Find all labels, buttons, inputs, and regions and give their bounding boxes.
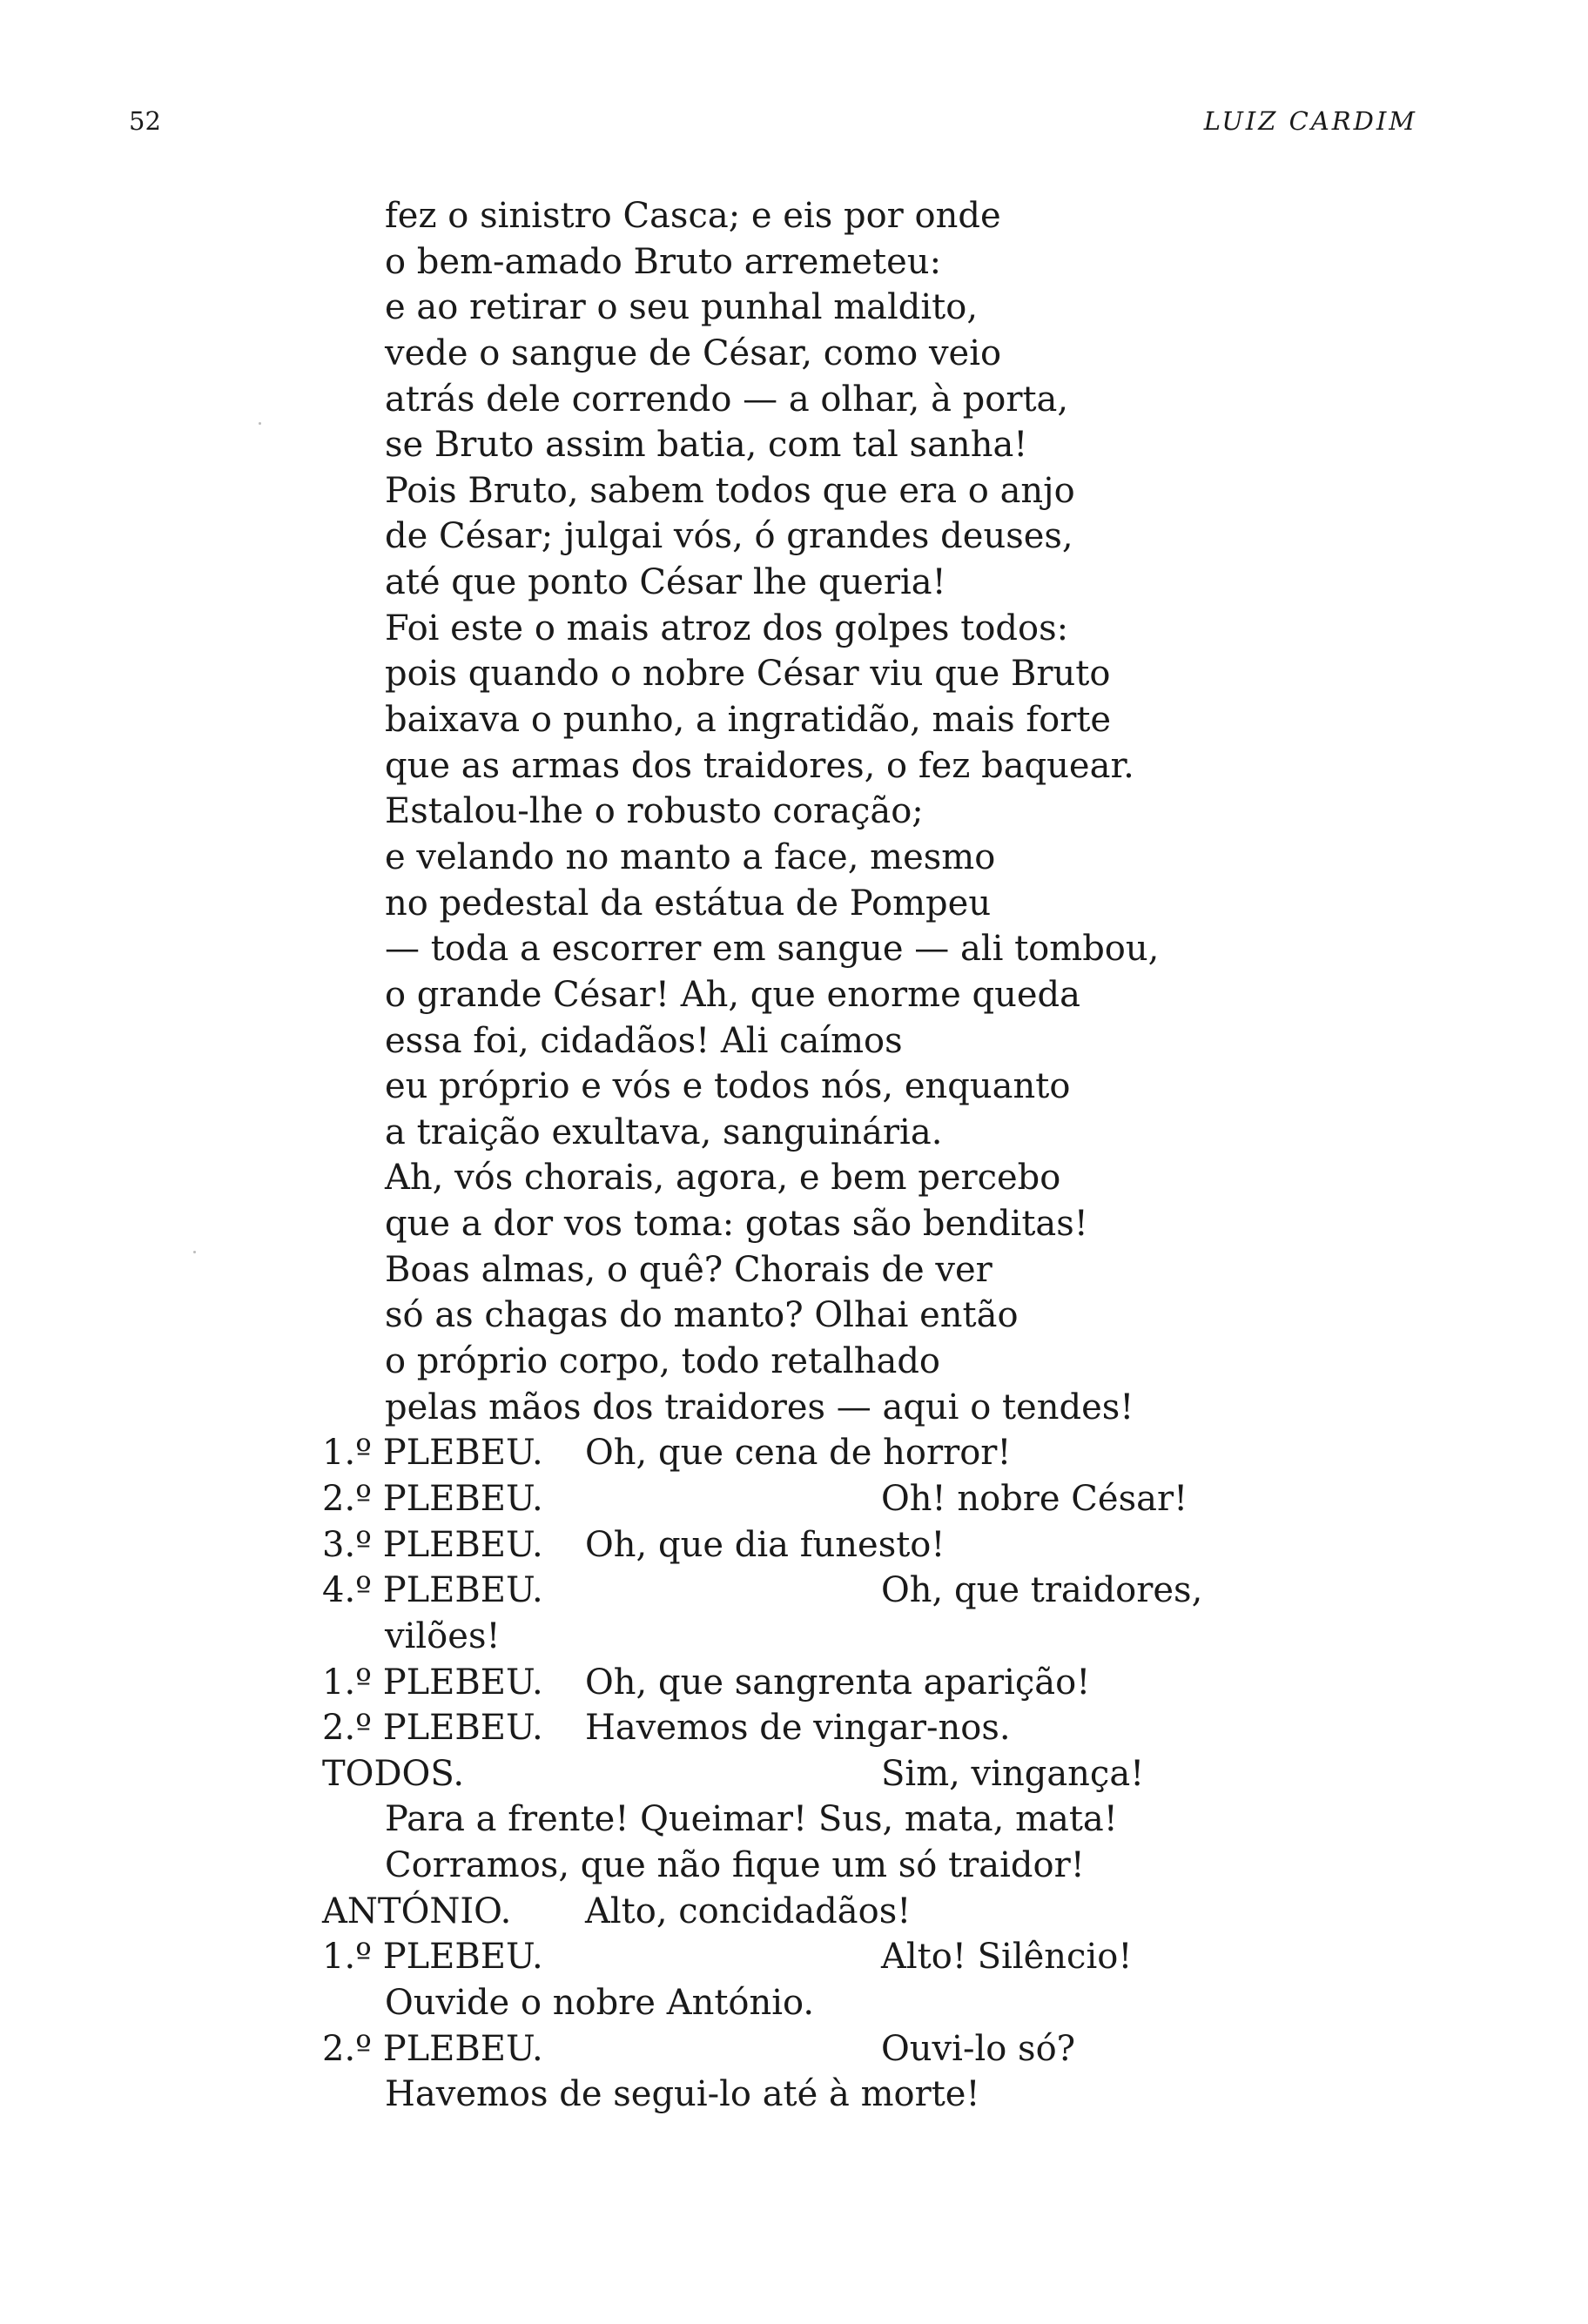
speech-text: Para a frente! Queimar! Sus, mata, mata! xyxy=(385,1799,1118,1840)
verse-text: Estalou-lhe o robusto coração; xyxy=(385,791,924,832)
verse-text: o próprio corpo, todo retalhado xyxy=(385,1341,941,1382)
running-head xyxy=(129,106,1417,141)
verse-text: pois quando o nobre César viu que Bruto xyxy=(385,654,1111,695)
dialogue-line xyxy=(322,1705,1289,1751)
page-number: 52 xyxy=(129,106,161,136)
verse-line xyxy=(322,1201,1289,1247)
paper-speck xyxy=(193,1251,196,1253)
dialogue-line xyxy=(322,1843,1289,1889)
speech-text: Oh, que dia funesto! xyxy=(585,1524,945,1565)
verse-text: eu próprio e vós e todos nós, enquanto xyxy=(385,1066,1071,1107)
verse-text: Boas almas, o quê? Chorais de ver xyxy=(385,1249,992,1290)
verse-text: que a dor vos toma: gotas são benditas! xyxy=(385,1204,1088,1245)
speech-text: Sim, vingança! xyxy=(881,1753,1145,1794)
verse-line xyxy=(322,1155,1289,1201)
verse-text: de César; julgai vós, ó grandes deuses, xyxy=(385,516,1073,557)
dialogue-line xyxy=(322,1660,1289,1706)
verse-line xyxy=(322,1247,1289,1293)
verse-text: — toda a escorrer em sangue — ali tombou, xyxy=(385,929,1160,970)
verse-line xyxy=(322,1339,1289,1385)
verse-text: baixava o punho, a ingratidão, mais forte xyxy=(385,700,1112,741)
speech-text: Ouvide o nobre António. xyxy=(385,1982,815,2023)
verse-line xyxy=(322,881,1289,927)
verse-line xyxy=(322,468,1289,514)
speaker-name: 1.º PLEBEU. xyxy=(322,1662,543,1703)
verse-text: pelas mãos dos traidores — aqui o tendes! xyxy=(385,1387,1134,1427)
speech-text: Oh, que traidores, xyxy=(881,1570,1203,1611)
speech-text: Ouvi-lo só? xyxy=(881,2028,1076,2069)
speaker-name: 2.º PLEBEU. xyxy=(322,1708,543,1749)
verse-line xyxy=(322,1064,1289,1110)
dialogue-line xyxy=(322,1980,1289,2026)
dialogue-line xyxy=(322,2026,1289,2072)
verse-line xyxy=(322,606,1289,652)
verse-line xyxy=(322,377,1289,423)
dialogue-line xyxy=(322,1889,1289,1935)
verse-text: a traição exultava, sanguinária. xyxy=(385,1112,943,1152)
speaker-name: 1.º PLEBEU. xyxy=(322,1433,543,1474)
speech-text: Alto, concidadãos! xyxy=(585,1891,912,1931)
verse-line xyxy=(322,789,1289,835)
verse-line xyxy=(322,422,1289,468)
verse-text: essa foi, cidadãos! Ali caímos xyxy=(385,1020,903,1061)
verse-text: vede o sangue de César, como veio xyxy=(385,332,1002,373)
verse-text: e velando no manto a face, mesmo xyxy=(385,836,996,877)
speaker-name: 2.º PLEBEU. xyxy=(322,1478,543,1519)
dialogue-line xyxy=(322,1568,1289,1614)
verse-line xyxy=(322,1018,1289,1065)
paper-speck xyxy=(259,422,261,425)
verse-line xyxy=(322,331,1289,377)
verse-text: Foi este o mais atroz dos golpes todos: xyxy=(385,608,1069,648)
speech-text: vilões! xyxy=(385,1615,501,1656)
speech-text: Alto! Silêncio! xyxy=(881,1937,1133,1978)
verse-text: fez o sinistro Casca; e eis por onde xyxy=(385,196,1001,236)
verse-text: até que ponto César lhe queria! xyxy=(385,562,946,603)
dialogue-line xyxy=(322,1522,1289,1568)
dialogue-line xyxy=(322,1934,1289,1980)
speaker-name: 2.º PLEBEU. xyxy=(322,2028,543,2069)
verse-line xyxy=(322,972,1289,1018)
verse-text: atrás dele correndo — a olhar, à porta, xyxy=(385,379,1069,420)
speech-text: Oh, que cena de horror! xyxy=(585,1433,1012,1474)
verse-text: Pois Bruto, sabem todos que era o anjo xyxy=(385,470,1075,511)
speaker-name: 3.º PLEBEU. xyxy=(322,1524,543,1565)
verse-line xyxy=(322,285,1289,331)
verse-text: Ah, vós chorais, agora, e bem percebo xyxy=(385,1158,1061,1199)
verse-text: o bem-amado Bruto arremeteu: xyxy=(385,241,942,282)
verse-line xyxy=(322,514,1289,560)
speaker-name: TODOS. xyxy=(322,1753,465,1794)
running-title: LUIZ CARDIM xyxy=(1203,106,1417,136)
verse-text: e ao retirar o seu punhal maldito, xyxy=(385,287,979,328)
verse-text: que as armas dos traidores, o fez baquear. xyxy=(385,745,1134,786)
speech-text: Oh! nobre César! xyxy=(881,1478,1188,1519)
dialogue-line xyxy=(322,1614,1289,1660)
speaker-name: ANTÓNIO. xyxy=(322,1891,512,1931)
verse-text: o grande César! Ah, que enorme queda xyxy=(385,974,1080,1015)
speech-text: Oh, que sangrenta aparição! xyxy=(585,1662,1091,1703)
verse-line xyxy=(322,743,1289,789)
verse-line xyxy=(322,239,1289,285)
verse-line xyxy=(322,1293,1289,1339)
verse-line xyxy=(322,1110,1289,1156)
verse-line xyxy=(322,651,1289,697)
verse-line xyxy=(322,1385,1289,1431)
speech-text: Havemos de vingar-nos. xyxy=(585,1708,1011,1749)
verse-line xyxy=(322,193,1289,239)
verse-text: se Bruto assim batia, com tal sanha! xyxy=(385,425,1028,466)
verse-line xyxy=(322,697,1289,743)
verse-line xyxy=(322,560,1289,606)
speaker-name: 4.º PLEBEU. xyxy=(322,1570,543,1611)
verse-line xyxy=(322,926,1289,972)
dialogue-line xyxy=(322,1797,1289,1843)
speech-text: Havemos de segui-lo até à morte! xyxy=(385,2074,980,2115)
dialogue-line xyxy=(322,1751,1289,1797)
poem-text-block xyxy=(322,193,1289,2118)
speaker-name: 1.º PLEBEU. xyxy=(322,1937,543,1978)
verse-text: no pedestal da estátua de Pompeu xyxy=(385,883,992,924)
dialogue-line xyxy=(322,1430,1289,1476)
dialogue-line xyxy=(322,2072,1289,2118)
verse-line xyxy=(322,835,1289,881)
speech-text: Corramos, que não fique um só traidor! xyxy=(385,1845,1085,1886)
dialogue-line xyxy=(322,1476,1289,1522)
verse-text: só as chagas do manto? Olhai então xyxy=(385,1295,1019,1336)
